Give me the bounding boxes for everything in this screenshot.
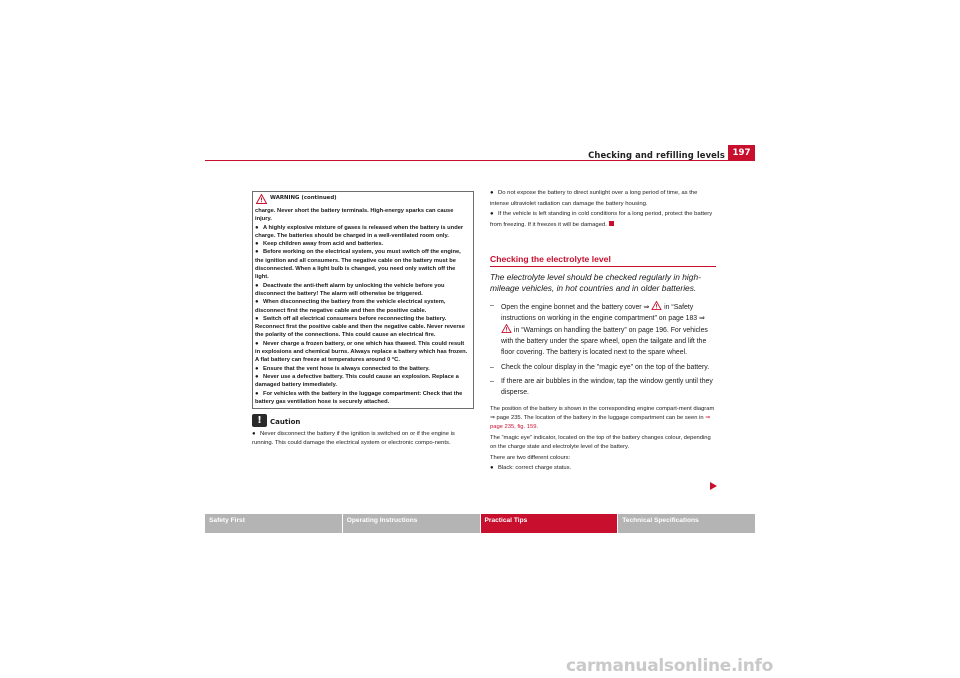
warning-bullet: ● Switch off all electrical consumers before reconnecting the battery. Reconnect first the positive cable and then the negative cable. Never reverse the polarity of the connections. This could cause an electrical fire. xyxy=(255,315,465,339)
caution-text: ● Never disconnect the battery if the ignition is switched on or if the engine is running. This could damage the electrical system or electronic compo-nents. xyxy=(252,431,455,446)
warning-bullet: ● When disconnecting the battery from the vehicle electrical system, disconnect first the negative cable and then the positive cable. xyxy=(255,299,446,314)
bullet-icon: ● xyxy=(255,241,259,248)
bullet-icon: ● xyxy=(252,431,256,438)
warning-bullet: ● For vehicles with the battery in the luggage compartment: Check that the battery gas ventilation hose is securely attached. xyxy=(255,390,463,405)
caution-title: Caution xyxy=(270,418,301,427)
procedure-steps xyxy=(490,301,716,399)
caution-exclamation-icon: ! xyxy=(252,414,267,427)
warning-triangle-icon xyxy=(501,324,512,333)
battery-tips xyxy=(490,188,716,230)
warning-triangle-icon xyxy=(256,194,267,204)
step-dash: – xyxy=(490,302,494,309)
footer-tab-operating-instructions[interactable]: Operating Instructions xyxy=(343,514,481,533)
section-subtitle: The electrolyte level should be checked regularly in high-mileage vehicles, in hot countries and in older batteries. xyxy=(490,272,701,293)
warning-box xyxy=(252,191,474,409)
bullet-icon: ● xyxy=(490,190,494,196)
page-reference-link[interactable]: ⇒ page 235, fig. 159 xyxy=(490,415,711,431)
header-rule xyxy=(205,160,755,161)
step-dash: – xyxy=(490,378,494,386)
bullet-icon: ● xyxy=(255,340,259,347)
warning-header xyxy=(255,194,470,206)
page-header-title: Checking and refilling levels xyxy=(588,150,725,160)
bullet-icon: ● xyxy=(255,390,259,397)
body-paragraph: The “magic eye” indicator, located on the top of the battery changes colour, depending on the charge state and electrolyte level of the battery. xyxy=(490,434,711,451)
section-title: Checking the electrolyte level xyxy=(490,254,716,267)
warning-bullet: ● Never charge a frozen battery, or one which has thawed. This could result in explosions and chemical burns. Always replace a battery which has frozen. A flat battery can freeze at temperatures around 0 °C. xyxy=(255,340,468,364)
warning-bullet: ● Never use a defective battery. This could cause an explosion. Replace a damaged battery immediately. xyxy=(255,373,459,389)
bullet-icon: ● xyxy=(255,365,259,372)
warning-title: WARNING (continued) xyxy=(270,195,337,201)
bullet-icon: ● xyxy=(255,299,259,306)
footer-tab-practical-tips[interactable]: Practical Tips xyxy=(481,514,619,533)
right-column xyxy=(490,188,716,474)
bullet-icon: ● xyxy=(255,315,259,322)
warning-bullet: ● A highly explosive mixture of gases is released when the battery is under charge. The batteries should be charged in a well-ventilated room only. xyxy=(255,224,464,239)
warning-bullet: ● Ensure that the vent hose is always connected to the battery. xyxy=(255,365,430,372)
continue-arrow-icon[interactable] xyxy=(710,482,717,490)
caution-header xyxy=(252,414,474,430)
warning-triangle-icon xyxy=(651,301,662,310)
bullet-icon: ● xyxy=(255,282,259,289)
page-number-badge: 197 xyxy=(728,145,755,161)
tip-bullet: ● Do not expose the battery to direct sunlight over a long period of time, as the intense ultraviolet radiation can damage the battery housing. xyxy=(490,190,698,207)
warning-text xyxy=(255,207,470,406)
body-bullet: ● Black: correct charge status. xyxy=(490,464,716,473)
bullet-icon: ● xyxy=(255,373,259,380)
step-item: – If there are air bubbles in the window, tap the window gently until they disperse. xyxy=(490,378,713,396)
footer-tab-safety-first[interactable]: Safety First xyxy=(205,514,343,533)
body-text xyxy=(490,405,716,474)
bullet-icon: ● xyxy=(490,465,494,472)
bullet-icon: ● xyxy=(490,211,494,217)
footer-nav xyxy=(205,514,755,533)
step-item: – Check the colour display in the "magic eye" on the top of the battery. xyxy=(490,363,716,374)
warning-line: charge. Never short the battery terminals. High-energy sparks can cause injury. xyxy=(255,208,454,223)
body-paragraph: There are two different colours: xyxy=(490,454,571,461)
tip-bullet: ● If the vehicle is left standing in cold conditions for a long period, protect the battery from freezing. If it freezes it will be damaged. xyxy=(490,211,713,228)
body-paragraph: The position of the battery is shown in the corresponding engine compart-ment diagram ⇒ page 235. The location of the battery in the luggage compartment can be seen in ⇒ page 235, fig. 159. xyxy=(490,405,715,431)
warning-bullet: ● Keep children away from acid and batteries. xyxy=(255,241,384,248)
watermark: carmanualsonline.info xyxy=(566,656,773,676)
bullet-icon: ● xyxy=(255,249,259,256)
bullet-icon: ● xyxy=(255,224,259,231)
warning-bullet: ● Before working on the electrical system, you must switch off the engine, the ignition and all consumers. The negative cable on the battery must be disconnected. When a light bulb is changed, you need only switch off the light. xyxy=(255,249,461,281)
left-column xyxy=(252,191,474,447)
footer-tab-technical-specifications[interactable]: Technical Specifications xyxy=(618,514,755,533)
step-dash: – xyxy=(490,363,494,371)
section-end-mark-icon xyxy=(609,221,614,226)
warning-bullet: ● Deactivate the anti-theft alarm by unlocking the vehicle before you disconnect the battery! The alarm will otherwise be triggered. xyxy=(255,282,445,297)
step-item: – Open the engine bonnet and the battery cover ⇒ in “Safety instructions on working in the engine compartment” on page 183 ⇒ in “Warnings on handling the battery” on page 196. For vehicles with the battery under the spare wheel, open the tailgate and lift the floor covering. The battery is located next to the spare wheel. xyxy=(490,302,708,356)
